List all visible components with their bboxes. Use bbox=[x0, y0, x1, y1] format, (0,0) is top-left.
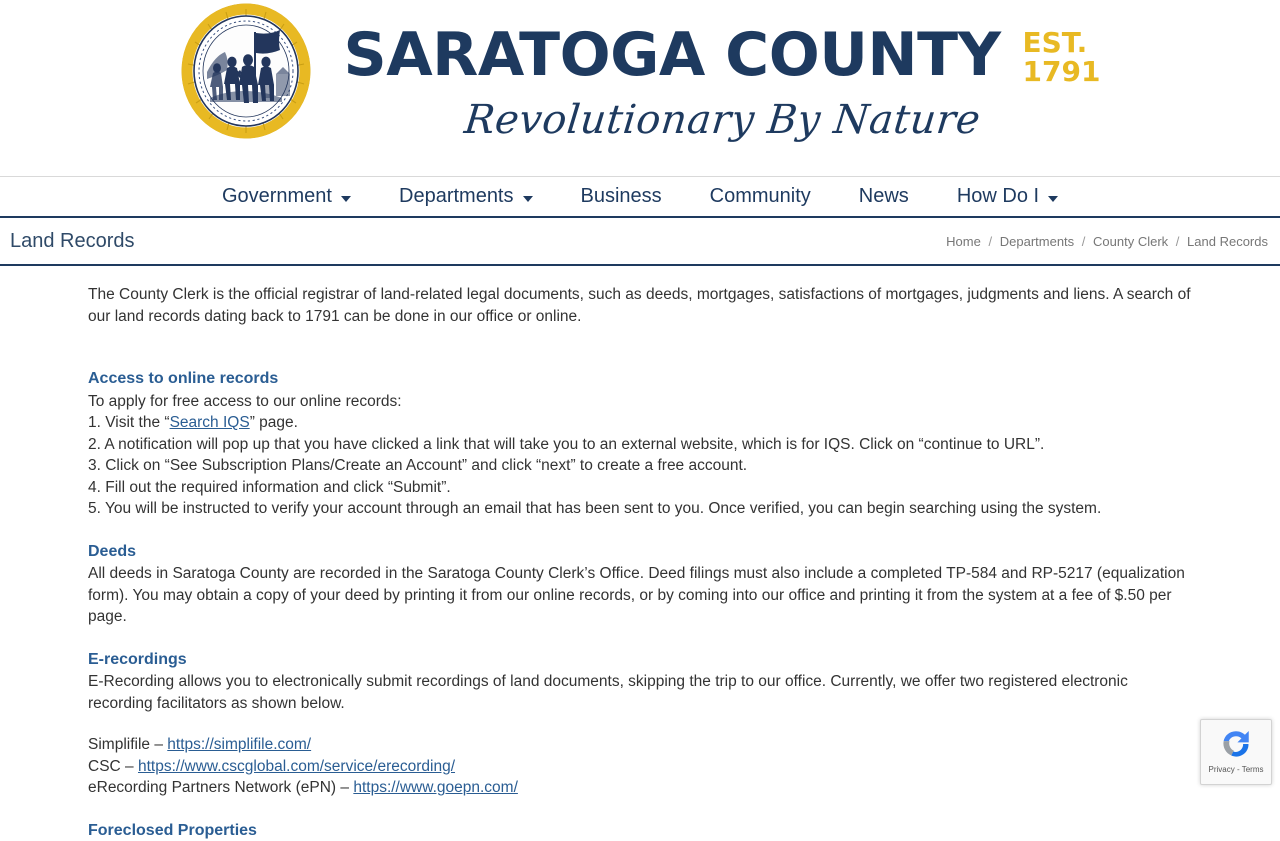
section-heading-foreclosed-properties: Foreclosed Properties bbox=[88, 820, 1192, 841]
section-heading-deeds: Deeds bbox=[88, 541, 1192, 563]
facilitator-name: CSC bbox=[88, 758, 121, 775]
section-heading-access-to-online-records: Access to online records bbox=[88, 368, 1192, 390]
recaptcha-logo-icon bbox=[1219, 727, 1253, 761]
breadcrumb-link-departments[interactable]: Departments bbox=[1000, 234, 1074, 249]
nav-label: Business bbox=[581, 185, 662, 208]
est-label: EST. bbox=[1023, 28, 1101, 57]
nav-item-community[interactable] bbox=[686, 185, 835, 208]
dash: – bbox=[154, 736, 163, 753]
nav-item-business[interactable] bbox=[557, 185, 686, 208]
county-name: SARATOGA COUNTY bbox=[344, 25, 1001, 85]
list-item bbox=[88, 777, 1192, 799]
dash: – bbox=[340, 779, 349, 796]
breadcrumb-link-county-clerk[interactable]: County Clerk bbox=[1093, 234, 1168, 249]
breadcrumb-separator: / bbox=[1176, 234, 1180, 249]
page-title: Land Records bbox=[10, 230, 135, 253]
list-item bbox=[88, 412, 1192, 434]
nav-list bbox=[198, 185, 1082, 208]
nav-item-news[interactable] bbox=[835, 185, 933, 208]
section-heading-e-recordings: E-recordings bbox=[88, 649, 1192, 671]
county-tagline: Revolutionary By Nature bbox=[341, 97, 1103, 143]
facilitator-link-csc[interactable]: https://www.cscglobal.com/service/erecording/ bbox=[138, 758, 455, 775]
nav-label: How Do I bbox=[957, 185, 1039, 208]
list-item: 5. You will be instructed to verify your account through an email that has been sent to you. Once verified, you can begin searching using the system. bbox=[88, 498, 1192, 520]
breadcrumb-bar bbox=[0, 218, 1280, 266]
site-header bbox=[0, 0, 1280, 176]
spacer bbox=[88, 327, 1192, 347]
facilitator-name: Simplifile bbox=[88, 736, 150, 753]
breadcrumb-current: Land Records bbox=[1187, 234, 1268, 249]
breadcrumb-separator: / bbox=[988, 234, 992, 249]
list-item: 2. A notification will pop up that you have clicked a link that will take you to an external website, which is for IQS. Click on “continue to URL”. bbox=[88, 434, 1192, 456]
list-item bbox=[88, 734, 1192, 756]
erecording-facilitators-list bbox=[88, 734, 1192, 799]
nav-item-departments[interactable] bbox=[375, 185, 557, 208]
established-badge bbox=[1023, 24, 1101, 87]
step1-prefix: 1. Visit the “ bbox=[88, 414, 170, 431]
county-seal-icon bbox=[180, 2, 312, 140]
brand-lockup[interactable] bbox=[180, 0, 1101, 143]
intro-paragraph: The County Clerk is the official registrar of land-related legal documents, such as deeds, mortgages, satisfactions of mortgages, judgments and liens. A search of our land records dating back to 1791 can be done in our office or online. bbox=[88, 284, 1192, 327]
nav-label: News bbox=[859, 185, 909, 208]
facilitator-name: eRecording Partners Network (ePN) bbox=[88, 779, 336, 796]
access-lead: To apply for free access to our online records: bbox=[88, 391, 1192, 413]
deeds-paragraph: All deeds in Saratoga County are recorded in the Saratoga County Clerk’s Office. Deed filings must also include a completed TP-584 and RP-5217 (equalization form). You may obtain a copy of your deed by printing it from our online records, or by coming into our office and printing it from the system at a fee of $.50 per page. bbox=[88, 563, 1192, 628]
facilitator-link-simplifile[interactable]: https://simplifile.com/ bbox=[167, 736, 311, 753]
nav-label: Government bbox=[222, 185, 332, 208]
erecordings-paragraph: E-Recording allows you to electronically submit recordings of land documents, skipping the trip to our office. Currently, we offer two registered electronic recording facilitators as shown below. bbox=[88, 671, 1192, 714]
access-steps-list bbox=[88, 412, 1192, 520]
chevron-down-icon bbox=[1048, 196, 1058, 202]
list-item bbox=[88, 756, 1192, 778]
nav-item-how-do-i[interactable] bbox=[933, 185, 1082, 208]
chevron-down-icon bbox=[341, 196, 351, 202]
est-year: 1791 bbox=[1023, 57, 1101, 86]
breadcrumb-link-home[interactable]: Home bbox=[946, 234, 981, 249]
recaptcha-privacy-terms[interactable]: Privacy - Terms bbox=[1209, 765, 1264, 774]
dash: – bbox=[125, 758, 134, 775]
spacer bbox=[88, 714, 1192, 734]
breadcrumb bbox=[946, 234, 1268, 249]
breadcrumb-separator: / bbox=[1082, 234, 1086, 249]
list-item: 3. Click on “See Subscription Plans/Create an Account” and click “next” to create a free account. bbox=[88, 455, 1192, 477]
page-content bbox=[0, 266, 1280, 841]
nav-item-government[interactable] bbox=[198, 185, 375, 208]
facilitator-link-epn[interactable]: https://www.goepn.com/ bbox=[353, 779, 518, 796]
main-navigation bbox=[0, 176, 1280, 218]
wordmark bbox=[344, 2, 1101, 143]
step1-suffix: ” page. bbox=[250, 414, 298, 431]
list-item: 4. Fill out the required information and click “Submit”. bbox=[88, 477, 1192, 499]
nav-label: Departments bbox=[399, 185, 514, 208]
chevron-down-icon bbox=[523, 196, 533, 202]
search-iqs-link[interactable]: Search IQS bbox=[170, 414, 250, 431]
nav-label: Community bbox=[710, 185, 811, 208]
recaptcha-badge[interactable] bbox=[1200, 719, 1272, 785]
